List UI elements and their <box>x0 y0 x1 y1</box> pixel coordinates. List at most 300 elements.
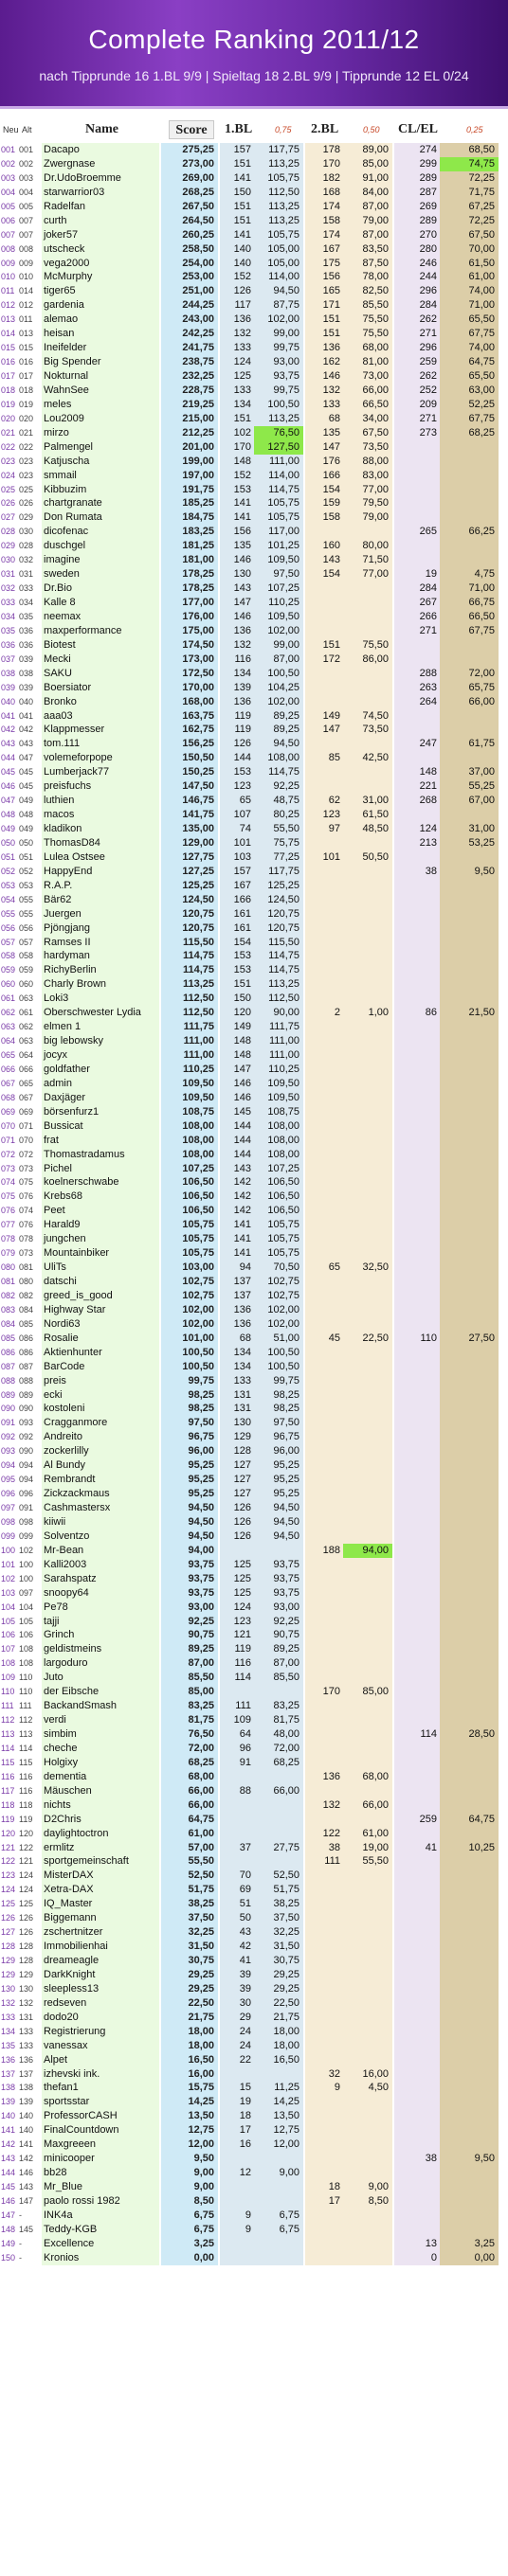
clel-points-cell <box>394 455 440 469</box>
player-name-cell: izhevski ink. <box>42 2067 159 2082</box>
bl2-score-cell <box>343 596 392 610</box>
player-name-cell: vanessax <box>42 2039 159 2053</box>
rank-old-cell: 062 <box>19 1022 34 1032</box>
bl1-score-cell: 51,00 <box>254 1332 303 1346</box>
bl2-score-cell <box>343 1756 392 1770</box>
rank-new-cell: 077 <box>1 1220 16 1230</box>
rank-old-cell: 128 <box>19 1941 34 1952</box>
rank-old-cell: 058 <box>19 951 34 961</box>
score-cell: 98,25 <box>161 1388 218 1403</box>
bl2-points-cell <box>305 1162 343 1176</box>
bl2-score-cell: 77,00 <box>343 483 392 497</box>
score-cell: 14,25 <box>161 2095 218 2109</box>
bl1-points-cell: 12 <box>220 2166 254 2180</box>
bl2-score-cell: 1,00 <box>343 1006 392 1020</box>
bl1-score-cell: 21,75 <box>254 2011 303 2025</box>
table-row <box>0 1134 508 1148</box>
bl1-points-cell: 150 <box>220 992 254 1006</box>
bl1-points-cell: 127 <box>220 1473 254 1487</box>
player-name-cell: macos <box>42 808 159 822</box>
rank-new-cell: 121 <box>1 1842 16 1852</box>
clel-score-cell <box>440 893 499 907</box>
player-name-cell: WahnSee <box>42 384 159 398</box>
clel-points-cell <box>394 1048 440 1063</box>
rank-old-cell: 055 <box>19 894 34 904</box>
rank-old-cell: 147 <box>19 2195 34 2206</box>
clel-points-cell <box>394 440 440 455</box>
bl1-points-cell: 153 <box>220 949 254 963</box>
table-row <box>0 992 508 1006</box>
clel-points-cell: 284 <box>394 581 440 596</box>
clel-points-cell <box>394 469 440 483</box>
score-cell: 108,00 <box>161 1148 218 1162</box>
bl1-score-cell: 102,75 <box>254 1275 303 1289</box>
clel-score-cell <box>440 1458 499 1473</box>
bl2-points-cell <box>305 1020 343 1034</box>
rank-new-cell: 006 <box>1 215 16 225</box>
bl2-score-cell: 85,00 <box>343 1685 392 1699</box>
bl2-points-cell: 62 <box>305 794 343 808</box>
player-name-cell: IQ_Master <box>42 1897 159 1911</box>
clel-points-cell: 209 <box>394 398 440 412</box>
score-cell: 147,50 <box>161 779 218 794</box>
bl2-points-cell <box>305 1430 343 1444</box>
bl1-score-cell: 99,75 <box>254 1374 303 1388</box>
clel-score-cell <box>440 1374 499 1388</box>
rank-new-cell: 020 <box>1 413 16 423</box>
clel-score-cell <box>440 1119 499 1134</box>
score-cell: 150,25 <box>161 765 218 779</box>
rank-old-cell: 050 <box>19 837 34 848</box>
clel-points-cell <box>394 483 440 497</box>
rank-new-cell: 122 <box>1 1856 16 1867</box>
bl2-score-cell <box>343 1063 392 1077</box>
rank-old-cell: 012 <box>19 300 34 311</box>
bl1-score-cell: 105,75 <box>254 496 303 510</box>
bl2-points-cell <box>305 1982 343 1996</box>
table-row <box>0 1544 508 1558</box>
rank-old-cell: 019 <box>19 399 34 409</box>
bl2-score-cell: 71,50 <box>343 553 392 567</box>
clel-score-cell <box>440 1020 499 1034</box>
bl1-score-cell: 105,00 <box>254 257 303 271</box>
bl1-score-cell: 87,00 <box>254 653 303 667</box>
score-cell: 258,50 <box>161 242 218 257</box>
clel-points-cell: 288 <box>394 667 440 681</box>
bl2-score-cell <box>343 1275 392 1289</box>
clel-points-cell <box>394 850 440 865</box>
bl2-score-cell <box>343 1119 392 1134</box>
rank-new-cell: 056 <box>1 922 16 933</box>
table-row <box>0 1275 508 1289</box>
rank-new-cell: 120 <box>1 1828 16 1838</box>
clel-points-cell <box>394 1360 440 1374</box>
rank-new-cell: 043 <box>1 739 16 749</box>
score-cell: 93,75 <box>161 1558 218 1572</box>
bl1-points-cell: 157 <box>220 865 254 879</box>
bl2-points-cell: 160 <box>305 539 343 553</box>
table-row <box>0 2209 508 2223</box>
bl2-score-cell: 87,00 <box>343 228 392 242</box>
score-cell: 6,75 <box>161 2223 218 2237</box>
bl1-points-cell: 142 <box>220 1190 254 1204</box>
bl2-points-cell: 151 <box>305 327 343 341</box>
rank-old-cell: 011 <box>19 314 33 325</box>
bl2-score-cell <box>343 1897 392 1911</box>
table-row <box>0 949 508 963</box>
bl1-points-cell: 132 <box>220 327 254 341</box>
table-row <box>0 681 508 695</box>
clel-score-cell <box>440 949 499 963</box>
clel-score-cell: 31,00 <box>440 822 499 836</box>
bl1-score-cell: 14,25 <box>254 2095 303 2109</box>
bl1-score-cell: 92,25 <box>254 779 303 794</box>
bl2-score-cell <box>343 1416 392 1430</box>
bl2-score-cell: 61,50 <box>343 808 392 822</box>
bl1-score-cell <box>254 2067 303 2082</box>
table-row <box>0 1699 508 1713</box>
player-name-cell: Charly Brown <box>42 977 159 992</box>
score-cell: 29,25 <box>161 1982 218 1996</box>
score-cell: 12,00 <box>161 2138 218 2152</box>
bl2-points-cell: 147 <box>305 440 343 455</box>
player-name-cell: SAKU <box>42 667 159 681</box>
score-cell: 105,75 <box>161 1232 218 1246</box>
score-cell: 95,25 <box>161 1487 218 1501</box>
table-row <box>0 596 508 610</box>
player-name-cell: jocyx <box>42 1048 159 1063</box>
bl2-points-cell <box>305 1175 343 1190</box>
player-name-cell: Cragganmore <box>42 1416 159 1430</box>
rank-new-cell: 087 <box>1 1361 16 1371</box>
bl2-points-cell <box>305 907 343 921</box>
rank-new-cell: 129 <box>1 1969 16 1979</box>
score-cell: 243,00 <box>161 313 218 327</box>
rank-new-cell: 115 <box>1 1757 15 1767</box>
clel-points-cell: 280 <box>394 242 440 257</box>
bl1-points-cell: 143 <box>220 1162 254 1176</box>
bl1-score-cell: 106,50 <box>254 1190 303 1204</box>
table-row <box>0 1458 508 1473</box>
bl1-score-cell <box>254 1827 303 1841</box>
player-name-cell: FinalCountdown <box>42 2123 159 2138</box>
clel-score-cell: 64,75 <box>440 1813 499 1827</box>
table-row <box>0 1501 508 1515</box>
bl2-score-cell: 73,50 <box>343 440 392 455</box>
bl1-points-cell: 144 <box>220 1148 254 1162</box>
clel-points-cell <box>394 1572 440 1586</box>
bl1-score-cell: 106,50 <box>254 1175 303 1190</box>
rank-old-cell: 069 <box>19 1106 34 1117</box>
rank-new-cell: 054 <box>1 894 16 904</box>
bl1-score-cell: 107,25 <box>254 1162 303 1176</box>
table-row <box>0 200 508 214</box>
bl1-points-cell: 129 <box>220 1430 254 1444</box>
bl2-score-cell: 83,00 <box>343 469 392 483</box>
rank-old-cell: 110 <box>19 1687 33 1697</box>
player-name-cell: Don Rumata <box>42 510 159 525</box>
bl2-score-cell: 61,00 <box>343 1827 392 1841</box>
clel-points-cell <box>394 1756 440 1770</box>
clel-points-cell <box>394 1148 440 1162</box>
bl2-points-cell: 136 <box>305 341 343 355</box>
table-row <box>0 2039 508 2053</box>
table-row <box>0 1940 508 1954</box>
player-name-cell: MisterDAX <box>42 1869 159 1883</box>
bl2-score-cell <box>343 2166 392 2180</box>
bl2-points-cell <box>305 1458 343 1473</box>
rank-old-cell: 039 <box>19 682 34 692</box>
bl2-score-cell <box>343 992 392 1006</box>
bl2-score-cell <box>343 2109 392 2123</box>
clel-points-cell: 263 <box>394 681 440 695</box>
clel-points-cell: 271 <box>394 412 440 426</box>
bl2-points-cell <box>305 1954 343 1968</box>
table-row <box>0 1487 508 1501</box>
rank-new-cell: 036 <box>1 639 16 650</box>
bl2-score-cell <box>343 2053 392 2067</box>
rank-old-cell: 056 <box>19 922 34 933</box>
score-cell: 96,00 <box>161 1444 218 1458</box>
rank-old-cell: 112 <box>19 1715 33 1726</box>
bl2-score-cell <box>343 1303 392 1317</box>
clel-score-cell <box>440 1628 499 1642</box>
bl1-points-cell <box>220 2251 254 2265</box>
bl1-points-cell: 154 <box>220 936 254 950</box>
clel-points-cell <box>394 1388 440 1403</box>
bl1-points-cell: 143 <box>220 581 254 596</box>
clel-points-cell <box>394 638 440 653</box>
rank-new-cell: 076 <box>1 1206 16 1216</box>
rank-new-cell: 064 <box>1 1036 16 1046</box>
clel-points-cell: 287 <box>394 186 440 200</box>
bl1-points-cell: 119 <box>220 709 254 724</box>
clel-points-cell: 274 <box>394 143 440 157</box>
bl1-points-cell: 148 <box>220 1048 254 1063</box>
clel-score-cell <box>440 539 499 553</box>
rank-old-cell: 130 <box>19 1983 34 1994</box>
player-name-cell: thefan1 <box>42 2081 159 2095</box>
bl2-points-cell <box>305 1925 343 1940</box>
bl2-points-cell <box>305 2025 343 2039</box>
rank-new-cell: 111 <box>1 1701 14 1711</box>
rank-new-cell: 034 <box>1 611 16 621</box>
clel-points-cell <box>394 808 440 822</box>
bl2-points-cell <box>305 1232 343 1246</box>
rank-old-cell: 072 <box>19 1149 34 1159</box>
rank-old-cell: 110 <box>19 1673 33 1683</box>
clel-score-cell <box>440 1713 499 1727</box>
player-name-cell: Kibbuzim <box>42 483 159 497</box>
bl1-score-cell: 105,75 <box>254 510 303 525</box>
clel-score-cell <box>440 1430 499 1444</box>
player-name-cell: Pe78 <box>42 1601 159 1615</box>
clel-score-cell <box>440 1275 499 1289</box>
clel-points-cell <box>394 1798 440 1813</box>
bl2-score-cell <box>343 1134 392 1148</box>
clel-score-cell <box>440 553 499 567</box>
rank-old-cell: 009 <box>19 258 34 268</box>
table-row <box>0 624 508 638</box>
rank-old-cell: 139 <box>19 2097 34 2107</box>
rank-new-cell: 072 <box>1 1149 16 1159</box>
clel-points-cell <box>394 1713 440 1727</box>
rank-new-cell: 005 <box>1 201 16 211</box>
bl1-score-cell: 66,00 <box>254 1784 303 1798</box>
clel-points-cell: 262 <box>394 369 440 384</box>
score-cell: 15,75 <box>161 2081 218 2095</box>
bl1-points-cell: 147 <box>220 596 254 610</box>
score-cell: 13,50 <box>161 2109 218 2123</box>
bl1-score-cell: 99,75 <box>254 341 303 355</box>
clel-score-cell: 65,50 <box>440 313 499 327</box>
rank-old-cell: 042 <box>19 724 34 735</box>
clel-points-cell <box>394 1246 440 1261</box>
table-row <box>0 1727 508 1742</box>
bl1-score-cell: 38,25 <box>254 1897 303 1911</box>
clel-points-cell: 259 <box>394 1813 440 1827</box>
table-row <box>0 143 508 157</box>
player-name-cell: dementia <box>42 1770 159 1784</box>
bl2-score-cell <box>343 1360 392 1374</box>
clel-score-cell <box>440 2109 499 2123</box>
score-cell: 93,75 <box>161 1572 218 1586</box>
clel-points-cell <box>394 1444 440 1458</box>
clel-points-cell <box>394 1925 440 1940</box>
clel-score-cell: 74,00 <box>440 284 499 298</box>
table-row <box>0 1925 508 1940</box>
score-cell: 16,00 <box>161 2067 218 2082</box>
player-name-cell: Palmengel <box>42 440 159 455</box>
clel-score-cell <box>440 963 499 977</box>
clel-score-cell: 53,25 <box>440 836 499 850</box>
player-name-cell: Loki3 <box>42 992 159 1006</box>
clel-points-cell: 289 <box>394 214 440 228</box>
score-cell: 232,25 <box>161 369 218 384</box>
rank-new-cell: 147 <box>1 2209 16 2220</box>
table-row <box>0 1190 508 1204</box>
clel-score-cell: 66,50 <box>440 610 499 624</box>
rank-old-cell: 089 <box>19 1389 34 1400</box>
header-neu: Neu <box>3 125 19 134</box>
player-name-cell: neemax <box>42 610 159 624</box>
table-row <box>0 483 508 497</box>
player-name-cell: largoduro <box>42 1656 159 1671</box>
rank-new-cell: 045 <box>1 767 16 778</box>
score-cell: 109,50 <box>161 1077 218 1091</box>
bl2-points-cell <box>305 1119 343 1134</box>
table-row <box>0 963 508 977</box>
player-name-cell: heisan <box>42 327 159 341</box>
player-name-cell: Juto <box>42 1671 159 1685</box>
table-row <box>0 1148 508 1162</box>
clel-score-cell <box>440 2011 499 2025</box>
bl1-points-cell: 130 <box>220 567 254 581</box>
bl1-points-cell <box>220 1544 254 1558</box>
clel-score-cell <box>440 1360 499 1374</box>
score-cell: 181,00 <box>161 553 218 567</box>
header-score: Score <box>169 120 214 139</box>
clel-score-cell: 68,25 <box>440 426 499 440</box>
rank-old-cell: 071 <box>19 1120 34 1131</box>
table-row <box>0 610 508 624</box>
bl1-score-cell <box>254 2237 303 2251</box>
bl1-points-cell <box>220 2067 254 2082</box>
rank-new-cell: 116 <box>1 1771 15 1781</box>
bl2-score-cell <box>343 525 392 539</box>
score-cell: 96,75 <box>161 1430 218 1444</box>
bl2-points-cell <box>305 1968 343 1982</box>
rank-new-cell: 118 <box>1 1799 15 1810</box>
bl1-score-cell: 93,75 <box>254 369 303 384</box>
player-name-cell: volemeforpope <box>42 751 159 765</box>
player-name-cell: Lumberjack77 <box>42 765 159 779</box>
bl2-score-cell <box>343 879 392 893</box>
score-cell: 61,00 <box>161 1827 218 1841</box>
player-name-cell: admin <box>42 1077 159 1091</box>
clel-score-cell <box>440 1402 499 1416</box>
table-row <box>0 313 508 327</box>
bl2-points-cell: 149 <box>305 709 343 724</box>
player-name-cell: luthien <box>42 794 159 808</box>
bl2-points-cell <box>305 1473 343 1487</box>
clel-points-cell <box>394 936 440 950</box>
clel-score-cell <box>440 1586 499 1601</box>
score-cell: 175,00 <box>161 624 218 638</box>
rank-old-cell: 132 <box>19 1997 34 2008</box>
bl2-points-cell <box>305 596 343 610</box>
rank-new-cell: 021 <box>1 427 16 438</box>
bl1-points-cell <box>220 1798 254 1813</box>
player-name-cell: geldistmeins <box>42 1642 159 1656</box>
clel-points-cell: 38 <box>394 865 440 879</box>
rank-new-cell: 095 <box>1 1475 16 1485</box>
rank-old-cell: 045 <box>19 767 34 778</box>
bl1-score-cell: 93,00 <box>254 1601 303 1615</box>
rank-old-cell: 049 <box>19 796 34 806</box>
bl2-points-cell <box>305 936 343 950</box>
clel-score-cell: 10,25 <box>440 1841 499 1855</box>
clel-score-cell <box>440 1982 499 1996</box>
player-name-cell: tiger65 <box>42 284 159 298</box>
clel-score-cell <box>440 1558 499 1572</box>
rank-new-cell: 027 <box>1 512 16 523</box>
bl1-score-cell: 93,75 <box>254 1558 303 1572</box>
player-name-cell: Holgixy <box>42 1756 159 1770</box>
page-subtitle: nach Tipprunde 16 1.BL 9/9 | Spieltag 18 2.BL 9/9 | Tipprunde 12 EL 0/24 <box>39 68 469 83</box>
bl2-points-cell: 133 <box>305 398 343 412</box>
clel-points-cell <box>394 1261 440 1275</box>
player-name-cell: Bussicat <box>42 1119 159 1134</box>
rank-new-cell: 107 <box>1 1644 16 1655</box>
bl1-score-cell: 117,00 <box>254 525 303 539</box>
bl1-score-cell: 102,00 <box>254 1303 303 1317</box>
bl1-score-cell: 18,00 <box>254 2039 303 2053</box>
bl2-score-cell: 91,00 <box>343 171 392 186</box>
bl1-score-cell: 120,75 <box>254 921 303 936</box>
clel-points-cell: 265 <box>394 525 440 539</box>
bl1-points-cell: 146 <box>220 1077 254 1091</box>
rank-old-cell: 085 <box>19 1318 34 1329</box>
bl1-points-cell: 116 <box>220 653 254 667</box>
bl2-points-cell <box>305 1713 343 1727</box>
player-name-cell: aaa03 <box>42 709 159 724</box>
rank-new-cell: 123 <box>1 1870 16 1881</box>
table-row <box>0 2223 508 2237</box>
table-row <box>0 1388 508 1403</box>
clel-points-cell: 296 <box>394 284 440 298</box>
bl2-points-cell <box>305 2138 343 2152</box>
